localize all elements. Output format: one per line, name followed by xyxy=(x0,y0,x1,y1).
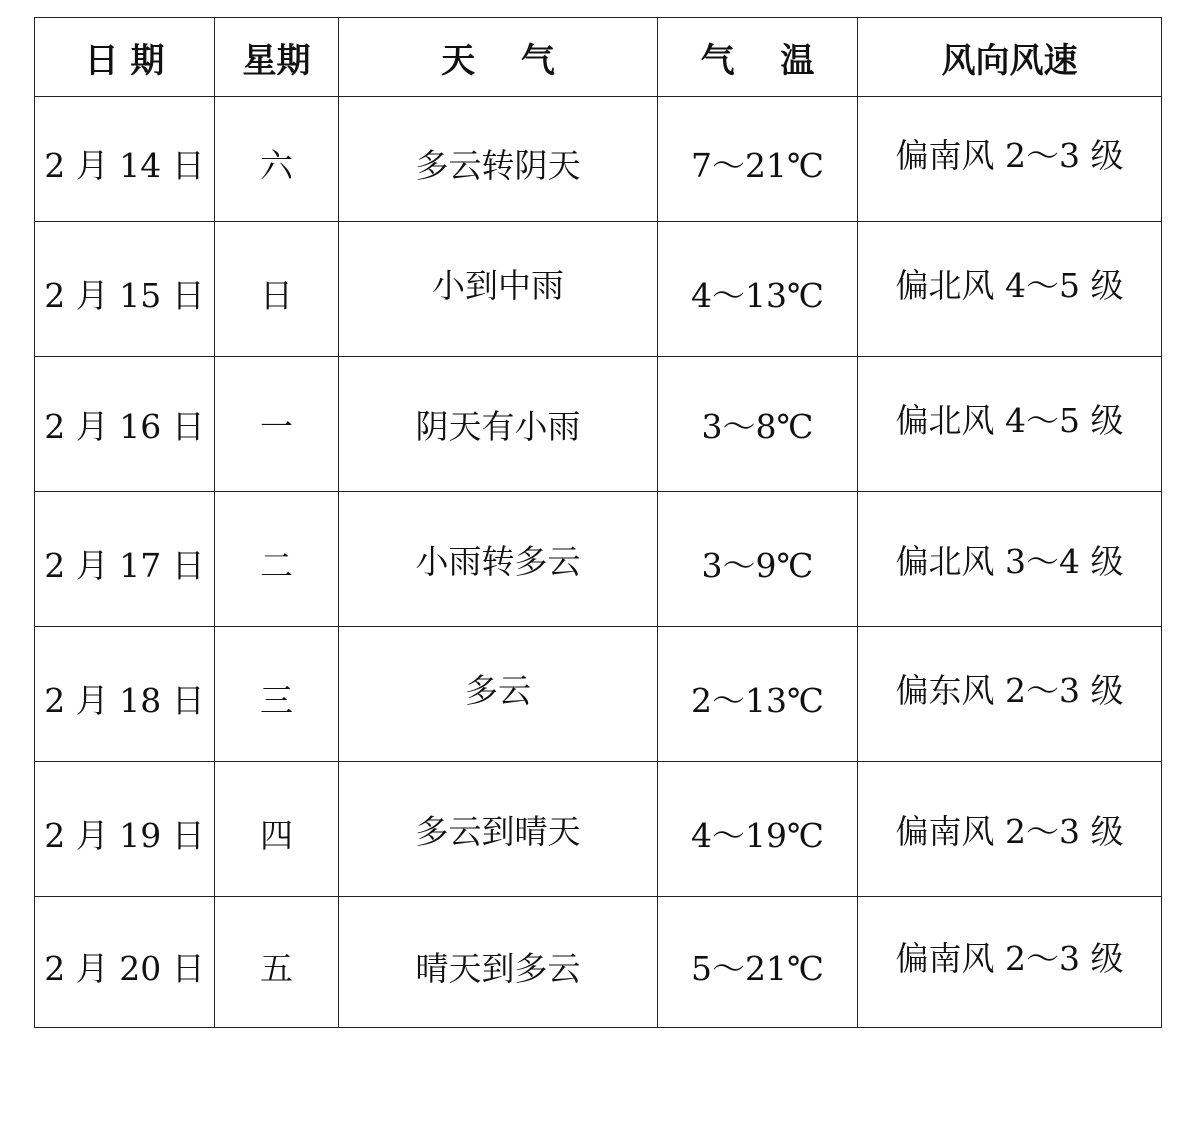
temperature-cell xyxy=(658,492,858,627)
weather-text: 多云转阴天 xyxy=(415,145,581,185)
date-cell xyxy=(35,492,215,627)
header-temperature: 气 温 xyxy=(658,18,858,97)
weekday-cell xyxy=(215,897,339,1028)
table-row xyxy=(35,627,1162,762)
header-weekday: 星期 xyxy=(215,18,339,97)
wind-text: 偏北风 4～5 级 xyxy=(895,265,1124,305)
weather-cell xyxy=(339,492,658,627)
header-date: 日 期 xyxy=(35,18,215,97)
weekday-text: 四 xyxy=(260,815,293,855)
wind-text: 偏东风 2～3 级 xyxy=(895,670,1124,710)
wind-cell xyxy=(858,762,1162,897)
weekday-text: 五 xyxy=(260,948,293,988)
date-text: 2 月 20 日 xyxy=(44,948,205,988)
weather-text: 小到中雨 xyxy=(432,265,564,305)
wind-cell xyxy=(858,357,1162,492)
weekday-cell xyxy=(215,627,339,762)
wind-text: 偏南风 2～3 级 xyxy=(895,811,1124,851)
weekday-text: 三 xyxy=(260,680,293,720)
temperature-cell xyxy=(658,97,858,222)
weather-cell xyxy=(339,357,658,492)
date-cell xyxy=(35,97,215,222)
table-row xyxy=(35,97,1162,222)
weather-text: 阴天有小雨 xyxy=(415,406,581,446)
weather-forecast-table xyxy=(34,17,1162,1028)
weather-cell xyxy=(339,627,658,762)
table-row xyxy=(35,222,1162,357)
weekday-cell xyxy=(215,357,339,492)
weekday-cell xyxy=(215,492,339,627)
weekday-cell xyxy=(215,97,339,222)
table-row xyxy=(35,897,1162,1028)
temperature-cell xyxy=(658,627,858,762)
weather-cell xyxy=(339,762,658,897)
header-row xyxy=(35,18,1162,97)
date-text: 2 月 19 日 xyxy=(44,815,205,855)
wind-cell xyxy=(858,492,1162,627)
weather-text: 晴天到多云 xyxy=(415,948,581,988)
temperature-text: 7～21℃ xyxy=(691,145,824,185)
weather-text: 小雨转多云 xyxy=(415,541,581,581)
wind-cell xyxy=(858,222,1162,357)
temperature-text: 3～9℃ xyxy=(701,545,814,585)
weekday-text: 二 xyxy=(260,545,293,585)
date-text: 2 月 16 日 xyxy=(44,406,205,446)
date-text: 2 月 14 日 xyxy=(44,145,205,185)
table-row xyxy=(35,492,1162,627)
wind-cell xyxy=(858,627,1162,762)
weather-cell xyxy=(339,222,658,357)
header-wind: 风向风速 xyxy=(858,18,1162,97)
wind-text: 偏南风 2～3 级 xyxy=(895,938,1124,978)
weekday-text: 六 xyxy=(260,145,293,185)
date-cell xyxy=(35,897,215,1028)
weather-cell xyxy=(339,897,658,1028)
temperature-cell xyxy=(658,762,858,897)
weekday-cell xyxy=(215,762,339,897)
date-cell xyxy=(35,357,215,492)
header-weather: 天 气 xyxy=(339,18,658,97)
date-text: 2 月 15 日 xyxy=(44,275,205,315)
temperature-text: 4～19℃ xyxy=(691,815,824,855)
weekday-cell xyxy=(215,222,339,357)
date-text: 2 月 18 日 xyxy=(44,680,205,720)
weather-text: 多云 xyxy=(465,670,531,710)
temperature-cell xyxy=(658,222,858,357)
wind-cell xyxy=(858,97,1162,222)
temperature-text: 3～8℃ xyxy=(701,406,814,446)
temperature-cell xyxy=(658,897,858,1028)
date-cell xyxy=(35,222,215,357)
weather-cell xyxy=(339,97,658,222)
wind-text: 偏南风 2～3 级 xyxy=(895,135,1124,175)
table-row xyxy=(35,762,1162,897)
table-row xyxy=(35,357,1162,492)
wind-text: 偏北风 4～5 级 xyxy=(895,400,1124,440)
date-text: 2 月 17 日 xyxy=(44,545,205,585)
weekday-text: 一 xyxy=(260,406,293,446)
temperature-cell xyxy=(658,357,858,492)
temperature-text: 5～21℃ xyxy=(691,948,824,988)
wind-text: 偏北风 3～4 级 xyxy=(895,541,1124,581)
weekday-text: 日 xyxy=(260,275,293,315)
weather-text: 多云到晴天 xyxy=(415,811,581,851)
date-cell xyxy=(35,762,215,897)
temperature-text: 2～13℃ xyxy=(691,680,824,720)
wind-cell xyxy=(858,897,1162,1028)
date-cell xyxy=(35,627,215,762)
temperature-text: 4～13℃ xyxy=(691,275,824,315)
